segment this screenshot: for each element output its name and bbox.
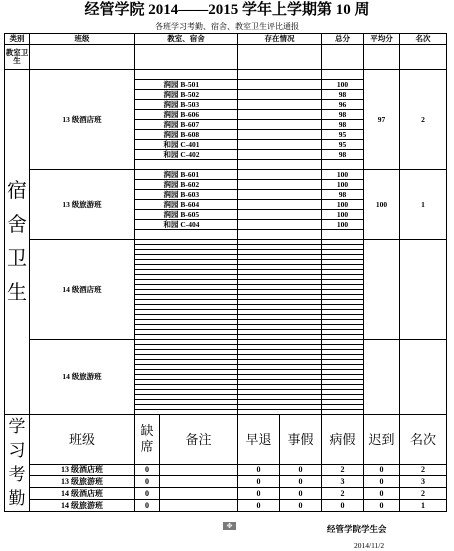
att-personal-leave: 0	[280, 464, 322, 476]
cell-empty	[238, 160, 322, 170]
cell-empty	[238, 200, 322, 210]
att-early-leave: 0	[238, 488, 280, 500]
dorm-score: 98	[322, 110, 364, 120]
cell-empty	[135, 45, 238, 70]
att-personal-leave: 0	[280, 488, 322, 500]
cell-empty	[135, 170, 160, 180]
att-sick-leave: 3	[322, 476, 364, 488]
att-personal-leave: 0	[280, 476, 322, 488]
dorm-room: 润园 B-502	[160, 90, 238, 100]
cell-empty	[135, 120, 160, 130]
cell-empty	[238, 130, 322, 140]
cell-empty	[238, 190, 322, 200]
dorm-room: 润园 B-601	[160, 170, 238, 180]
evaluation-table	[4, 33, 447, 512]
cell-empty	[135, 230, 160, 240]
dorm-room: 润园 B-604	[160, 200, 238, 210]
page-subtitle: 各班学习考勤、宿舍、教室卫生评比通报	[155, 22, 299, 31]
cell-empty	[238, 140, 322, 150]
attendance-row	[5, 488, 447, 500]
attendance-header-row	[5, 415, 447, 465]
dorm-room: 润园 B-608	[160, 130, 238, 140]
dorm-room: 润园 B-602	[160, 180, 238, 190]
attendance-label: 学 习 考 勤	[5, 415, 30, 512]
header-rank: 名次	[400, 34, 447, 45]
att-header-rank: 名次	[400, 415, 447, 465]
cell-empty	[238, 100, 322, 110]
cell-empty	[238, 210, 322, 220]
att-class: 14 级酒店班	[30, 488, 135, 500]
cell-empty	[135, 140, 160, 150]
dorm-score: 96	[322, 100, 364, 110]
dorm-row	[5, 170, 447, 180]
att-early-leave: 0	[238, 464, 280, 476]
dorm-rank	[400, 240, 447, 340]
dorm-score: 95	[322, 130, 364, 140]
cell-empty	[364, 45, 400, 70]
dorm-rank: 2	[400, 70, 447, 170]
att-header-absent: 缺 席	[135, 415, 160, 465]
cell-empty	[135, 190, 160, 200]
dorm-class: 13 级酒店班	[30, 70, 135, 170]
att-class: 13 级酒店班	[30, 464, 135, 476]
cell-empty	[238, 150, 322, 160]
table-header-row	[5, 34, 447, 45]
dorm-score: 100	[322, 180, 364, 190]
dorm-rank: 1	[400, 170, 447, 240]
move-cross-icon[interactable]: ✥	[223, 522, 236, 530]
att-header-personal-leave: 事假	[280, 415, 322, 465]
att-late: 0	[364, 476, 400, 488]
header-class: 班级	[30, 34, 135, 45]
att-absent: 0	[135, 500, 160, 512]
footer-date: 2014/11/2	[354, 541, 385, 550]
dorm-room: 润园 B-605	[160, 210, 238, 220]
dorm-score: 98	[322, 190, 364, 200]
cell-empty	[322, 70, 364, 80]
att-personal-leave: 0	[280, 500, 322, 512]
att-remark	[160, 476, 238, 488]
classroom-row	[5, 45, 447, 70]
att-header-remark: 备注	[160, 415, 238, 465]
dorm-score: 100	[322, 170, 364, 180]
cell-empty	[238, 70, 322, 80]
cell-empty	[238, 45, 322, 70]
attendance-row	[5, 500, 447, 512]
att-class: 13 级旅游班	[30, 476, 135, 488]
att-header-class: 班级	[30, 415, 135, 465]
att-rank: 2	[400, 464, 447, 476]
cell-empty	[322, 160, 364, 170]
dorm-room: 润园 B-607	[160, 120, 238, 130]
dorm-room: 润园 B-603	[160, 190, 238, 200]
header-room: 教室、宿舍	[135, 34, 238, 45]
att-header-sick-leave: 病假	[322, 415, 364, 465]
att-rank: 2	[400, 488, 447, 500]
dorm-score: 98	[322, 150, 364, 160]
cell-empty	[238, 220, 322, 230]
dorm-score: 95	[322, 140, 364, 150]
cell-empty	[238, 180, 322, 190]
cell-empty	[135, 130, 160, 140]
att-late: 0	[364, 500, 400, 512]
cell-empty	[135, 90, 160, 100]
dorm-class: 14 级酒店班	[30, 240, 135, 340]
att-remark	[160, 500, 238, 512]
dorm-room: 润园 B-606	[160, 110, 238, 120]
att-late: 0	[364, 464, 400, 476]
cell-empty	[135, 200, 160, 210]
dorm-score: 100	[322, 210, 364, 220]
dorm-room: 和园 C-402	[160, 150, 238, 160]
cell-empty	[238, 90, 322, 100]
attendance-row	[5, 476, 447, 488]
dorm-average	[364, 340, 400, 415]
cell-empty	[30, 45, 135, 70]
att-sick-leave: 2	[322, 488, 364, 500]
cell-empty	[238, 170, 322, 180]
dorm-rank	[400, 340, 447, 415]
dorm-room: 和园 C-401	[160, 140, 238, 150]
header-category: 类别	[5, 34, 30, 45]
cell-empty	[135, 160, 160, 170]
att-remark	[160, 488, 238, 500]
dorm-class: 13 级旅游班	[30, 170, 135, 240]
header-status: 存在情况	[238, 34, 322, 45]
att-late: 0	[364, 488, 400, 500]
dorm-room: 和园 C-404	[160, 220, 238, 230]
att-sick-leave: 0	[322, 500, 364, 512]
dorm-row	[5, 70, 447, 80]
dorm-average: 97	[364, 70, 400, 170]
att-rank: 3	[400, 476, 447, 488]
classroom-label: 教室卫生	[5, 45, 30, 70]
dorm-score: 100	[322, 200, 364, 210]
footer-org: 经管学院学生会	[327, 524, 387, 534]
att-absent: 0	[135, 488, 160, 500]
att-sick-leave: 2	[322, 464, 364, 476]
dorm-room: 润园 B-501	[160, 80, 238, 90]
header-score: 总分	[322, 34, 364, 45]
attendance-row	[5, 464, 447, 476]
att-class: 14 级旅游班	[30, 500, 135, 512]
dorm-score: 98	[322, 90, 364, 100]
att-header-late: 迟到	[364, 415, 400, 465]
dorm-room: 润园 B-503	[160, 100, 238, 110]
cell-empty	[322, 45, 364, 70]
dorm-label: 宿 舍 卫 生	[5, 70, 30, 415]
att-header-early-leave: 早退	[238, 415, 280, 465]
cell-empty	[400, 45, 447, 70]
dorm-average	[364, 240, 400, 340]
cell-empty	[238, 80, 322, 90]
cell-empty	[160, 160, 238, 170]
att-absent: 0	[135, 476, 160, 488]
cell-empty	[135, 150, 160, 160]
cell-empty	[160, 70, 238, 80]
dorm-score: 98	[322, 120, 364, 130]
att-rank: 1	[400, 500, 447, 512]
header-average: 平均分	[364, 34, 400, 45]
att-remark	[160, 464, 238, 476]
dorm-score: 100	[322, 80, 364, 90]
cell-empty	[135, 100, 160, 110]
cell-empty	[135, 80, 160, 90]
att-early-leave: 0	[238, 500, 280, 512]
dorm-class: 14 级旅游班	[30, 340, 135, 415]
cell-empty	[238, 110, 322, 120]
cell-empty	[135, 110, 160, 120]
dorm-average: 100	[364, 170, 400, 240]
att-absent: 0	[135, 464, 160, 476]
dorm-score: 100	[322, 220, 364, 230]
cell-empty	[238, 230, 322, 240]
att-early-leave: 0	[238, 476, 280, 488]
cell-empty	[135, 70, 160, 80]
page-title: 经管学院 2014——2015 学年上学期第 10 周	[84, 2, 370, 18]
cell-empty	[135, 180, 160, 190]
cell-empty	[238, 120, 322, 130]
cell-empty	[160, 230, 238, 240]
cell-empty	[135, 220, 160, 230]
cell-empty	[135, 210, 160, 220]
cell-empty	[322, 230, 364, 240]
